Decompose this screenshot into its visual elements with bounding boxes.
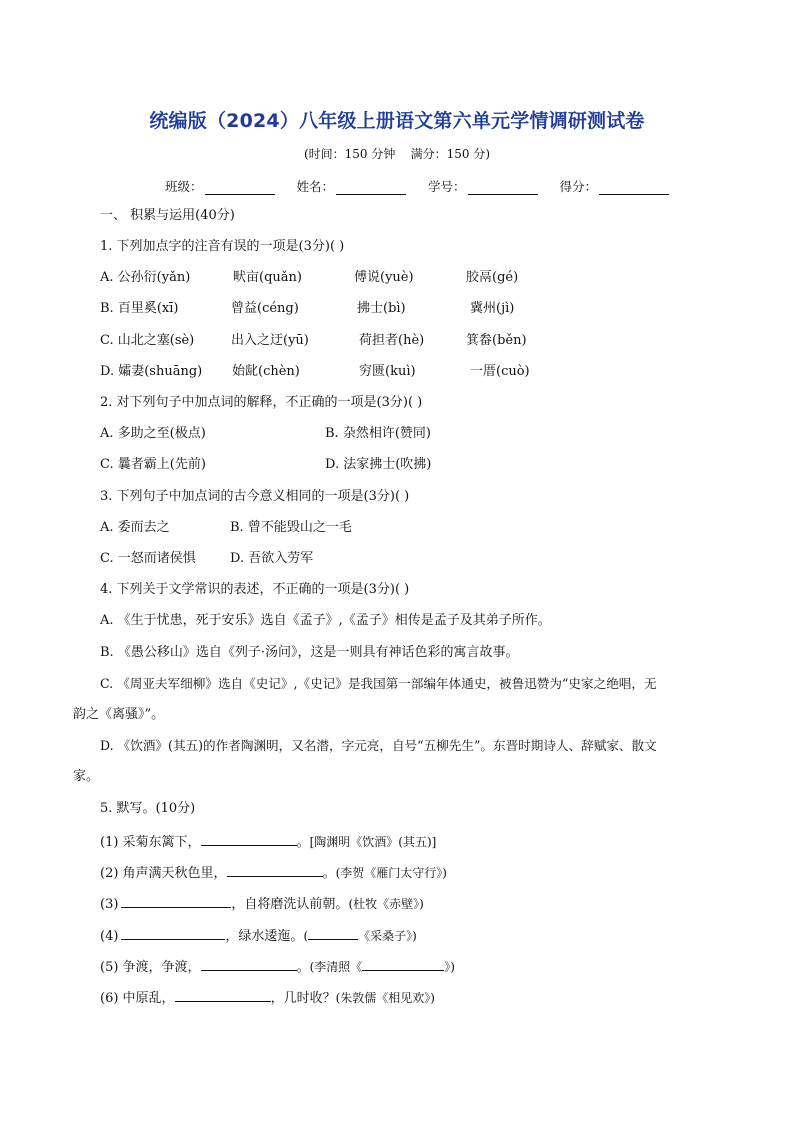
q2-option-row-1: [100, 425, 700, 443]
q1-d-item-1: D. 孀妻(shuāng): [100, 364, 203, 379]
q1-a-item-3: 傅说(yuè): [354, 270, 414, 285]
q5-1-prefix: (1) 采菊东篱下，: [100, 835, 201, 850]
question-3-stem: 3. 下列句子中加点词的古今意义相同的一项是(3分)( ): [100, 489, 410, 504]
q2-option-a: A. 多助之至(极点): [100, 426, 206, 441]
q5-item-5: [100, 956, 455, 977]
q3-option-b: B. 曾不能毁山之一毛: [230, 520, 352, 535]
q5-3-prefix: (3): [100, 897, 119, 912]
q5-2-suffix: 。: [322, 866, 336, 881]
q1-c-item-3: 荷担者(hè): [359, 333, 425, 348]
q5-5-blank[interactable]: [201, 956, 297, 971]
q5-5-source-open: (李清照《: [309, 960, 363, 974]
score-field: [560, 177, 670, 195]
q1-b-item-4: 冀州(jì): [470, 301, 515, 316]
q5-2-blank[interactable]: [227, 862, 323, 877]
q1-a-item-1: A. 公孙衍(yǎn): [100, 270, 191, 285]
section-heading: 一、 积累与运用(40分): [100, 208, 235, 223]
q5-item-1: [100, 831, 436, 852]
q5-5-prefix: (5) 争渡，争渡，: [100, 960, 201, 975]
exam-time-score: (时间：150 分钟 满分：150 分): [303, 147, 491, 161]
q5-5-source-close: 》): [444, 960, 455, 974]
q5-item-4: [100, 925, 417, 946]
question-2-stem: 2. 对下列句子中加点词的解释，不正确的一项是(3分)( ): [100, 395, 423, 410]
question-4-stem: 4. 下列关于文学常识的表述，不正确的一项是(3分)( ): [100, 582, 410, 597]
q5-3-source: (杜牧《赤壁》): [348, 897, 424, 911]
q1-b-item-3: 拂士(bì): [357, 301, 406, 316]
q1-b-item-2: 曾益(céng): [231, 301, 299, 316]
student-info-row: [165, 177, 665, 195]
q1-option-row-c: [100, 332, 700, 350]
q5-4-author-blank[interactable]: [308, 925, 358, 940]
q5-6-prefix: (6) 中原乱，: [100, 991, 175, 1006]
q1-a-item-2: 畎亩(quǎn): [233, 270, 302, 285]
student-id-field: [428, 177, 538, 195]
q5-1-source: [陶渊明《饮酒》(其五)]: [309, 835, 437, 849]
q4-option-d-line-1: D. 《饮酒》(其五)的作者陶渊明，又名潜，字元亮，自号“五柳先生”。东晋时期诗人、辞赋家、散文: [100, 738, 657, 753]
q1-option-row-a: [100, 269, 700, 287]
q5-1-suffix: 。: [296, 835, 310, 850]
q2-option-b: B. 杂然相许(赞同): [325, 426, 431, 441]
q5-5-title-blank[interactable]: [362, 956, 444, 971]
q5-4-blank[interactable]: [121, 925, 225, 940]
question-5-stem: 5. 默写。(10分): [100, 801, 196, 816]
class-label: 班级：: [165, 179, 203, 194]
student-id-blank[interactable]: [468, 180, 538, 195]
q4-option-b: B. 《愚公移山》选自《列子·汤问》，这是一则具有神话色彩的寓言故事。: [100, 645, 519, 660]
q5-2-source: (李贺《雁门太守行》): [335, 866, 447, 880]
q5-4-suffix: ，绿水逶迤。: [225, 929, 304, 944]
student-id-label: 学号：: [428, 179, 466, 194]
q1-d-item-2: 始龀(chèn): [232, 364, 300, 379]
q5-4-source: 《采桑子》): [358, 929, 417, 943]
page-title: 统编版（2024）八年级上册语文第六单元学情调研测试卷: [149, 110, 645, 132]
q2-option-c: C. 曩者霸上(先前): [100, 457, 206, 472]
q1-d-item-4: 一厝(cuò): [470, 364, 530, 379]
q4-option-d-line-2: 家。: [73, 769, 100, 784]
q5-1-blank[interactable]: [201, 831, 297, 846]
q1-b-item-1: B. 百里奚(xī): [100, 301, 179, 316]
q5-3-suffix: ，自将磨洗认前朝。: [231, 897, 349, 912]
q5-6-suffix: ，几时收？: [270, 991, 336, 1006]
q5-item-3: [100, 893, 424, 914]
q4-option-c-line-1: C. 《周亚夫军细柳》选自《史记》,《史记》是我国第一部编年体通史，被鲁迅赞为“史家之绝唱，无: [100, 676, 657, 691]
q5-6-blank[interactable]: [175, 987, 271, 1002]
q1-c-item-1: C. 山北之塞(sè): [100, 333, 195, 348]
q3-option-row-2: [100, 550, 700, 568]
score-label: 得分：: [559, 179, 598, 194]
q3-option-row-1: [100, 519, 700, 537]
q3-option-d: D. 吾欲入劳军: [230, 551, 314, 566]
q1-d-item-3: 穷匮(kuì): [359, 364, 416, 379]
class-blank[interactable]: [205, 180, 275, 195]
q2-option-d: D. 法家拂士(吹拂): [325, 457, 432, 472]
q4-option-c-line-2: 韵之《离骚》”。: [73, 707, 165, 722]
question-1-stem: 1. 下列加点字的注音有误的一项是(3分)( ): [100, 239, 345, 254]
name-label: 姓名：: [296, 179, 335, 194]
q5-item-6: [100, 987, 435, 1008]
q5-3-blank[interactable]: [121, 893, 231, 908]
q1-c-item-4: 箕畚(běn): [466, 333, 527, 348]
q2-option-row-2: [100, 456, 700, 474]
q1-option-row-d: [100, 363, 700, 381]
q3-option-c: C. 一怒而诸侯惧: [100, 551, 196, 566]
class-field: [165, 177, 275, 195]
q5-4-prefix: (4): [100, 929, 119, 944]
q5-4-source-open: (: [303, 929, 309, 943]
name-blank[interactable]: [336, 180, 406, 195]
score-blank[interactable]: [599, 180, 669, 195]
q5-5-suffix: 。: [296, 960, 310, 975]
q5-2-prefix: (2) 角声满天秋色里，: [100, 866, 227, 881]
q4-option-a: A. 《生于忧患，死于安乐》选自《孟子》,《孟子》相传是孟子及其弟子所作。: [100, 613, 551, 628]
q1-a-item-4: 胶鬲(gé): [466, 270, 519, 285]
name-field: [297, 177, 407, 195]
q5-6-source: (朱敦儒《相见欢》): [335, 991, 435, 1005]
q1-option-row-b: [100, 300, 700, 318]
q1-c-item-2: 出入之迂(yū): [231, 333, 309, 348]
q3-option-a: A. 委而去之: [100, 520, 170, 535]
q5-item-2: [100, 862, 447, 883]
